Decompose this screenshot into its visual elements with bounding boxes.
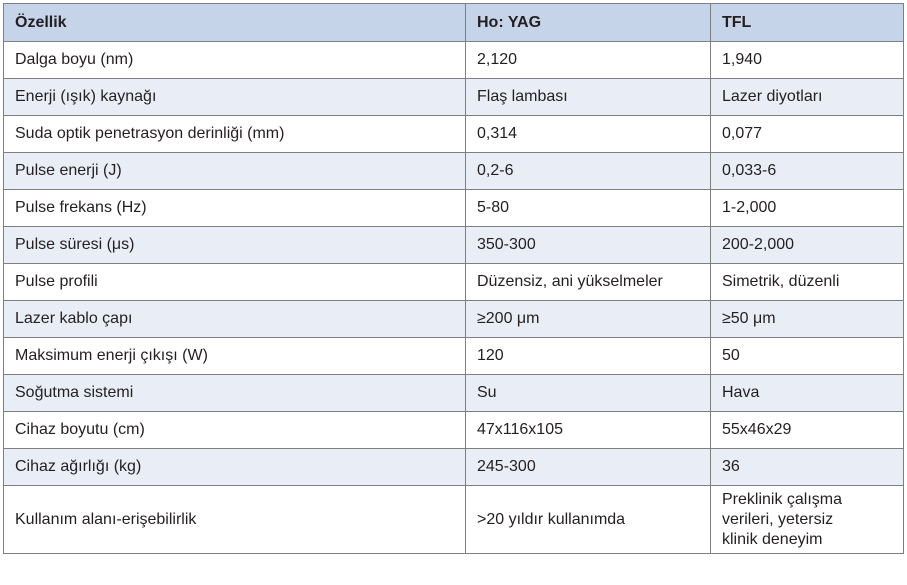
row-tfl-value: Preklinik çalışma verileri, yetersiz klinik deneyim xyxy=(711,486,904,554)
row-ho-yag-value: 120 xyxy=(466,338,711,375)
row-feature: Pulse profili xyxy=(4,264,466,301)
row-feature: Pulse süresi (μs) xyxy=(4,227,466,264)
row-tfl-value: 0,077 xyxy=(711,116,904,153)
comparison-table xyxy=(3,3,904,554)
row-feature: Dalga boyu (nm) xyxy=(4,42,466,79)
row-feature: Pulse enerji (J) xyxy=(4,153,466,190)
row-ho-yag-value: Düzensiz, ani yükselmeler xyxy=(466,264,711,301)
row-tfl-value: 36 xyxy=(711,449,904,486)
row-tfl-value: 1-2,000 xyxy=(711,190,904,227)
row-ho-yag-value: 5-80 xyxy=(466,190,711,227)
table-header-row xyxy=(4,4,904,42)
header-feature: Özellik xyxy=(4,4,466,42)
table-row xyxy=(4,190,904,227)
row-ho-yag-value: 47x116x105 xyxy=(466,412,711,449)
table-row xyxy=(4,338,904,375)
table-row xyxy=(4,42,904,79)
row-ho-yag-value: Flaş lambası xyxy=(466,79,711,116)
row-ho-yag-value: Su xyxy=(466,375,711,412)
row-feature: Pulse frekans (Hz) xyxy=(4,190,466,227)
table-row xyxy=(4,412,904,449)
row-feature: Cihaz ağırlığı (kg) xyxy=(4,449,466,486)
table-row xyxy=(4,301,904,338)
row-ho-yag-value: 0,2-6 xyxy=(466,153,711,190)
header-tfl: TFL xyxy=(711,4,904,42)
row-tfl-value: ≥50 μm xyxy=(711,301,904,338)
table-row xyxy=(4,486,904,554)
row-ho-yag-value: 0,314 xyxy=(466,116,711,153)
table-row xyxy=(4,375,904,412)
table-row xyxy=(4,227,904,264)
row-tfl-value: 55x46x29 xyxy=(711,412,904,449)
row-tfl-value: 0,033-6 xyxy=(711,153,904,190)
row-ho-yag-value: ≥200 μm xyxy=(466,301,711,338)
row-ho-yag-value: 245-300 xyxy=(466,449,711,486)
row-ho-yag-value: 350-300 xyxy=(466,227,711,264)
row-feature: Maksimum enerji çıkışı (W) xyxy=(4,338,466,375)
row-feature: Suda optik penetrasyon derinliği (mm) xyxy=(4,116,466,153)
table-row xyxy=(4,153,904,190)
row-feature: Soğutma sistemi xyxy=(4,375,466,412)
row-feature: Cihaz boyutu (cm) xyxy=(4,412,466,449)
row-tfl-value: 50 xyxy=(711,338,904,375)
row-ho-yag-value: >20 yıldır kullanımda xyxy=(466,486,711,554)
table-row xyxy=(4,79,904,116)
row-tfl-value: Hava xyxy=(711,375,904,412)
row-feature: Kullanım alanı-erişebilirlik xyxy=(4,486,466,554)
row-feature: Lazer kablo çapı xyxy=(4,301,466,338)
row-tfl-value: 1,940 xyxy=(711,42,904,79)
table-row xyxy=(4,264,904,301)
row-tfl-value: Simetrik, düzenli xyxy=(711,264,904,301)
table-row xyxy=(4,116,904,153)
header-ho-yag: Ho: YAG xyxy=(466,4,711,42)
row-feature: Enerji (ışık) kaynağı xyxy=(4,79,466,116)
row-tfl-value: Lazer diyotları xyxy=(711,79,904,116)
row-ho-yag-value: 2,120 xyxy=(466,42,711,79)
table-row xyxy=(4,449,904,486)
row-tfl-value: 200-2,000 xyxy=(711,227,904,264)
